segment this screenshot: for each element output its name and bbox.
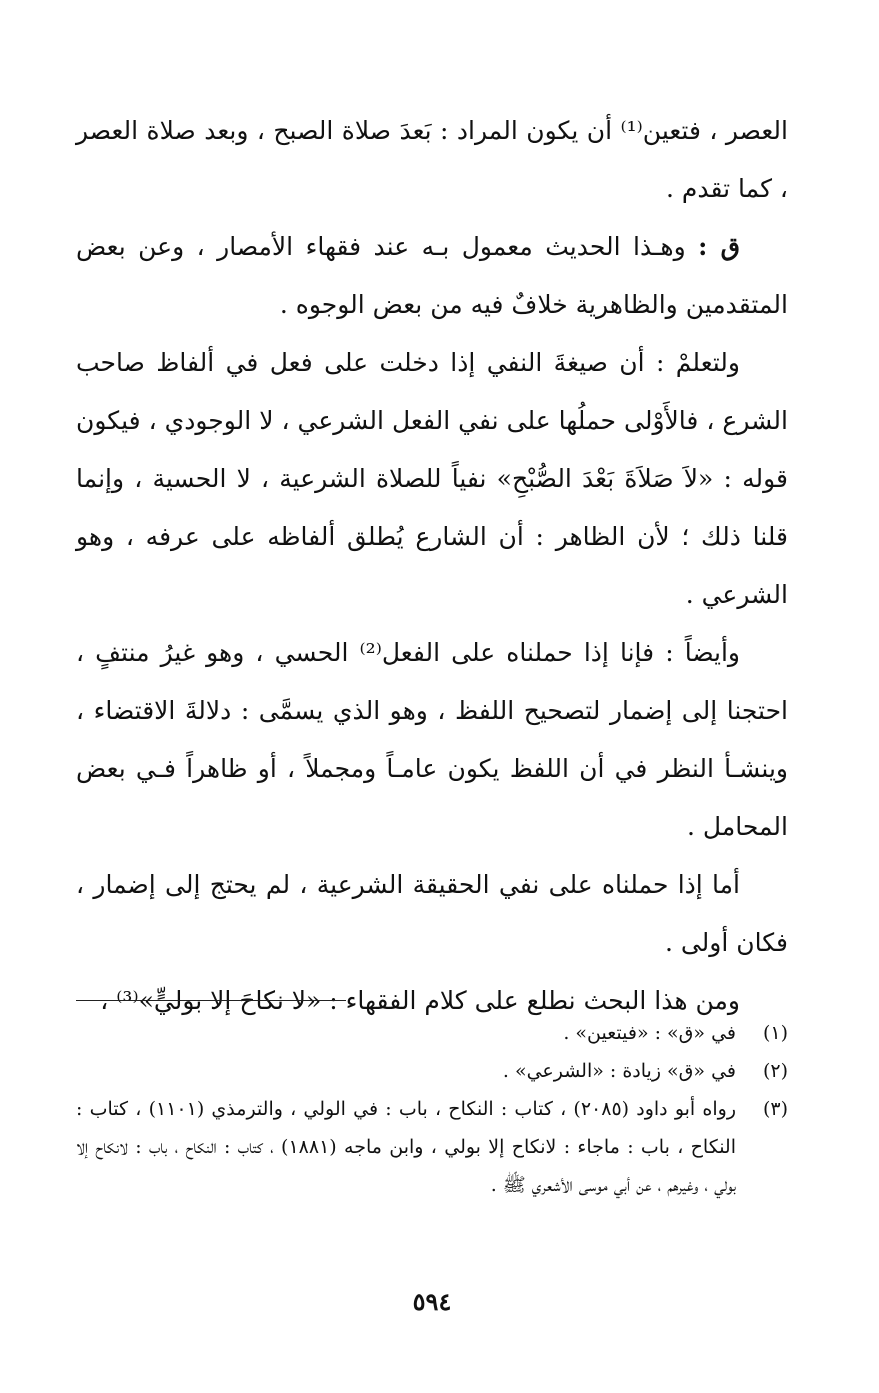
footnote xyxy=(76,1090,788,1204)
paragraph-2-text: وهـذا الحديث معمول بـه عند فقهاء الأمصار ، وعن بعض المتقدمين والظاهرية خلافٌ فيه من بعض الوجوه . xyxy=(76,232,788,319)
footnote xyxy=(76,1014,788,1052)
footnote xyxy=(76,1052,788,1090)
footnote-text: رواه أبو داود (٢٠٨٥) ، كتاب : النكاح ، باب : في الولي ، والترمذي (١١٠١) ، كتاب : النكاح ، باب : ماجاء : لانكاح إلا بولي ، وابن ماجه (١٨٨١) ، كتاب : النكاح ، باب : لانكاح إلا بولي ، وغيرهم ، عن أبي موسى الأشعري ﷺ . xyxy=(76,1098,736,1196)
paragraph-5: أما إذا حملناه على نفي الحقيقة الشرعية ، لم يحتج إلى إضمار ، فكان أولى . xyxy=(76,870,788,957)
footnotes xyxy=(76,1014,788,1204)
paragraph-6: ومن هذا البحث نطلع على كلام الفقهاء : «لا نكاحَ إلا بوليٍّ»⁽³⁾ ، xyxy=(100,986,740,1015)
paragraph-1: العصر ، فتعين⁽¹⁾ أن يكون المراد : بَعدَ صلاة الصبح ، وبعد صلاة العصر ، كما تقدم . xyxy=(76,116,788,203)
paragraph-4: وأيضاً : فإنا إذا حملناه على الفعل⁽²⁾ الحسي ، وهو غيرُ منتفٍ ، احتجنا إلى إضمار لتصحيح اللفظ ، وهو الذي يسمَّى : دلالةَ الاقتضاء ، وينشـأ النظر في أن اللفظ يكون عامـاً ومجملاً ، أو ظاهراً فـي بعض المحامل . xyxy=(76,638,788,841)
paragraph-2 xyxy=(76,218,788,334)
page-number: ٥٩٤ xyxy=(412,1287,452,1316)
main-text xyxy=(76,102,788,1030)
footnote-text: في «ق» : «فيتعين» . xyxy=(563,1022,736,1044)
footnote-number: (٢) xyxy=(762,1060,788,1082)
book-page xyxy=(76,102,788,1362)
footnote-text: في «ق» زيادة : «الشرعي» . xyxy=(502,1060,736,1082)
source-label: ق : xyxy=(698,232,740,261)
paragraph-3: ولتعلمْ : أن صيغةَ النفي إذا دخلت على فعل في ألفاظ صاحب الشرع ، فالأَوْلى حملُها على نفي الفعل الشرعي ، لا الوجودي ، فيكون قوله : «لاَ صَلاَةَ بَعْدَ الصُّبْحِ» نفياً للصلاة الشرعية ، لا الحسية ، وإنما قلنا ذلك ؛ لأن الظاهر : أن الشارع يُطلق ألفاظه على عرفه ، وهو الشرعي . xyxy=(76,348,788,609)
footnote-number: (٣) xyxy=(762,1098,788,1120)
footnote-divider xyxy=(76,1000,346,1001)
footnote-number: (١) xyxy=(762,1022,788,1044)
